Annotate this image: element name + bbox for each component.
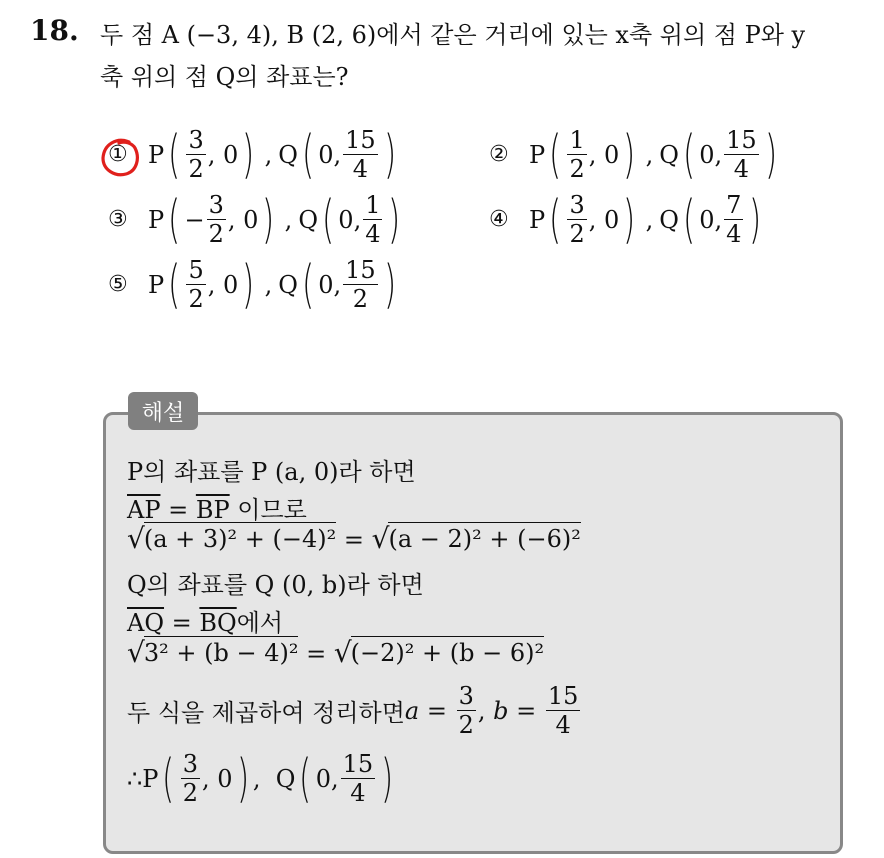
frac-num: 15 xyxy=(547,682,579,710)
frac-num: 3 xyxy=(569,191,585,219)
therefore-symbol: ∴ xyxy=(127,764,143,793)
frac-den: 4 xyxy=(365,220,381,248)
text: 이므로 xyxy=(229,496,307,524)
frac-num: 1 xyxy=(365,191,381,219)
solution-line-2: $\overline{AP} = \overline{BP}$ 이므로 xyxy=(127,496,307,524)
sqrt-body: (a − 2)² + (−6)² xyxy=(388,522,580,555)
question-text-line2: 축 위의 점 Q의 좌표는? xyxy=(100,63,349,91)
frac-den: 2 xyxy=(352,285,368,313)
frac-den: 2 xyxy=(569,220,585,248)
frac-den: 4 xyxy=(726,220,742,248)
question-text-line1: 두 점 A (−3, 4), B (2, 6)에서 같은 거리에 있는 x축 위의 점 P와 y xyxy=(100,21,806,49)
sqrt-expression: √ 3² + (b − 4)² xyxy=(127,636,299,669)
frac-den: 2 xyxy=(208,220,224,248)
sqrt-expression: √ (a − 2)² + (−6)² xyxy=(371,522,581,555)
solution-line-5: $\overline{AQ} = \overline{BQ}$에서 xyxy=(127,609,284,637)
solution-line-4: Q의 좌표를 Q (0, b)라 하면 xyxy=(127,571,424,599)
frac-num: 15 xyxy=(345,126,376,154)
question-number: 18. xyxy=(30,14,79,47)
segment-ap: $\overline{AP}$ xyxy=(127,496,161,524)
choice-number: ⑤ xyxy=(108,272,128,297)
frac-num: 5 xyxy=(188,256,204,284)
frac-num: 3 xyxy=(458,682,474,710)
frac-den: 2 xyxy=(182,779,199,807)
segment-aq: $\overline{AQ}$ xyxy=(127,609,165,637)
frac-num: 3 xyxy=(208,191,224,219)
choice-1[interactable]: ① P ( $\frac{3}{2}$ , 0 ) , Q ( 0, $\frac{15}{4}$ ) xyxy=(108,124,396,185)
choice-number: ③ xyxy=(108,207,128,232)
frac-den: 4 xyxy=(350,779,366,807)
segment-bp: $\overline{BP}$ xyxy=(195,496,230,524)
solution-line-7: 두 식을 제곱하여 정리하면 a = $\frac{3}{2}$ , b = $\frac{15}{4}$ xyxy=(127,682,579,739)
text: 두 식을 제곱하여 정리하면 xyxy=(127,699,405,727)
frac-den: 4 xyxy=(352,155,368,183)
frac-den: 4 xyxy=(555,711,571,739)
frac-den: 2 xyxy=(188,155,204,183)
sqrt-body: (a + 3)² + (−4)² xyxy=(144,522,336,555)
text: 에서 xyxy=(236,609,284,637)
choice-number: ② xyxy=(489,142,509,167)
solution-line-1: P의 좌표를 P (a, 0)라 하면 xyxy=(127,458,416,486)
solution-tag: 해설 xyxy=(128,392,198,430)
choice-number: ④ xyxy=(489,207,509,232)
minus-sign: − xyxy=(184,205,205,234)
sqrt-expression: √ (−2)² + (b − 6)² xyxy=(333,636,545,669)
segment-bq: $\overline{BQ}$ xyxy=(199,609,237,637)
frac-num: 1 xyxy=(569,126,585,154)
solution-line-8: ∴ P ( $\frac{3}{2}$ , 0 ) , Q ( 0, $\frac{15}{4}$ ) xyxy=(127,748,394,809)
choice-number: ① xyxy=(108,142,128,167)
frac-den: 2 xyxy=(188,285,204,313)
frac-num: 15 xyxy=(342,750,374,778)
frac-den: 2 xyxy=(458,711,474,739)
choice-4[interactable]: ④ P ( $\frac{3}{2}$ , 0 ) , Q ( 0, $\frac{7}{4}$ ) xyxy=(489,189,762,250)
solution-line-6: √ 3² + (b − 4)² = √ (−2)² + (b − 6)² xyxy=(127,636,545,669)
choice-3[interactable]: ③ P ( − $\frac{3}{2}$ , 0 ) , Q ( 0, $\frac{1}{4}$ ) xyxy=(108,189,401,250)
frac-num: 3 xyxy=(182,750,199,778)
choice-2[interactable]: ② P ( $\frac{1}{2}$ , 0 ) , Q ( 0, $\frac{15}{4}$ ) xyxy=(489,124,777,185)
answer-circle-mark xyxy=(99,136,143,180)
frac-den: 4 xyxy=(733,155,749,183)
frac-num: 15 xyxy=(345,256,376,284)
sqrt-expression: √ (a + 3)² + (−4)² xyxy=(127,522,337,555)
frac-num: 3 xyxy=(188,126,204,154)
sqrt-body: 3² + (b − 4)² xyxy=(144,636,299,669)
frac-num: 7 xyxy=(726,191,742,219)
frac-den: 2 xyxy=(569,155,585,183)
choice-5[interactable]: ⑤ P ( $\frac{5}{2}$ , 0 ) , Q ( 0, $\frac{15}{2}$ ) xyxy=(108,254,396,315)
frac-num: 15 xyxy=(726,126,757,154)
solution-line-3: √ (a + 3)² + (−4)² = √ (a − 2)² + (−6)² xyxy=(127,522,581,555)
sqrt-body: (−2)² + (b − 6)² xyxy=(351,636,544,669)
